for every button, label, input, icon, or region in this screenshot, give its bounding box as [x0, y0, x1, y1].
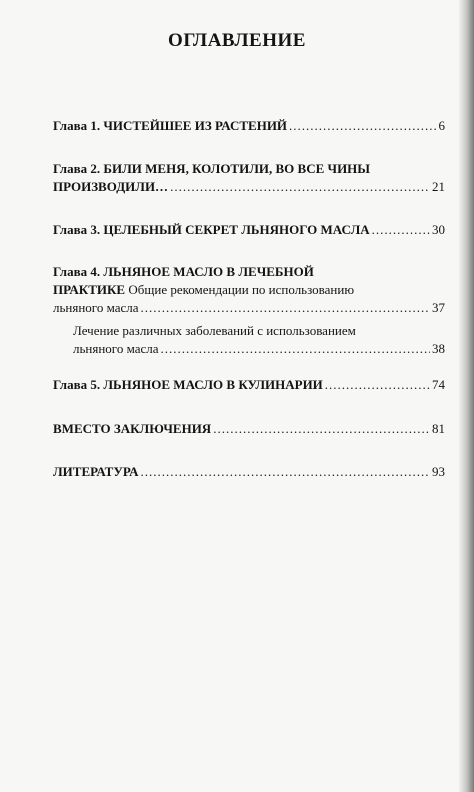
toc-entry-label: Глава 1. ЧИСТЕЙШЕЕ ИЗ РАСТЕНИЙ: [53, 118, 288, 133]
toc-page-number: 81: [432, 421, 445, 436]
toc-entry-chapter-2-line1[interactable]: Глава 2. БИЛИ МЕНЯ, КОЛОТИЛИ, ВО ВСЕ ЧИНЫ: [53, 161, 371, 176]
toc-entry-conclusion[interactable]: [53, 420, 445, 438]
page-edge-shadow: [458, 0, 474, 792]
toc-entry-label: льняного масла: [53, 300, 139, 315]
toc-page-number: 21: [432, 179, 445, 194]
dot-leader: [141, 463, 430, 481]
toc-subentry[interactable]: [73, 340, 445, 358]
toc-entry-label-bold: ПРАКТИКЕ: [53, 282, 126, 297]
toc-entry-label: льняного масла: [73, 341, 159, 356]
toc-entry-label: Глава 5. ЛЬНЯНОЕ МАСЛО В КУЛИНАРИИ: [53, 377, 323, 392]
toc-page-number: 6: [438, 118, 445, 133]
toc-page-number: 38: [432, 341, 445, 356]
toc-page-number: 93: [432, 464, 445, 479]
toc-page-number: 74: [432, 377, 445, 392]
dot-leader: [325, 376, 430, 394]
toc-entry-chapter-4-line1[interactable]: Глава 4. ЛЬНЯНОЕ МАСЛО В ЛЕЧЕБНОЙ: [53, 264, 314, 279]
toc-page-number: 30: [432, 222, 445, 237]
dot-leader: [372, 221, 430, 239]
toc-page-number: 37: [432, 300, 445, 315]
toc-entry-label-plain: Общие рекомендации по использованию: [125, 282, 355, 297]
dot-leader: [213, 420, 430, 438]
dot-leader: [141, 299, 430, 317]
toc-entry-chapter-4[interactable]: [53, 299, 445, 317]
toc-entry-label: Глава 3. ЦЕЛЕБНЫЙ СЕКРЕТ ЛЬНЯНОГО МАСЛА: [53, 222, 370, 237]
toc-entry-chapter-2[interactable]: [53, 178, 445, 196]
toc-entry-chapter-1[interactable]: [53, 117, 445, 135]
toc-entry-chapter-4-line2[interactable]: [53, 281, 354, 299]
toc-entry-label: ВМЕСТО ЗАКЛЮЧЕНИЯ: [53, 421, 212, 436]
page-title: ОГЛАВЛЕНИЕ: [168, 30, 306, 51]
dot-leader: [170, 178, 430, 196]
toc-entry-literature[interactable]: [53, 463, 445, 481]
toc-subentry-line1[interactable]: Лечение различных заболеваний с использованием: [73, 323, 356, 338]
toc-entry-chapter-3[interactable]: [53, 221, 445, 239]
toc-entry-label: ПРОИЗВОДИЛИ…: [53, 179, 169, 194]
toc-entry-chapter-5[interactable]: [53, 376, 445, 394]
dot-leader: [161, 340, 430, 358]
dot-leader: [289, 117, 436, 135]
toc-entry-label: ЛИТЕРАТУРА: [53, 464, 139, 479]
